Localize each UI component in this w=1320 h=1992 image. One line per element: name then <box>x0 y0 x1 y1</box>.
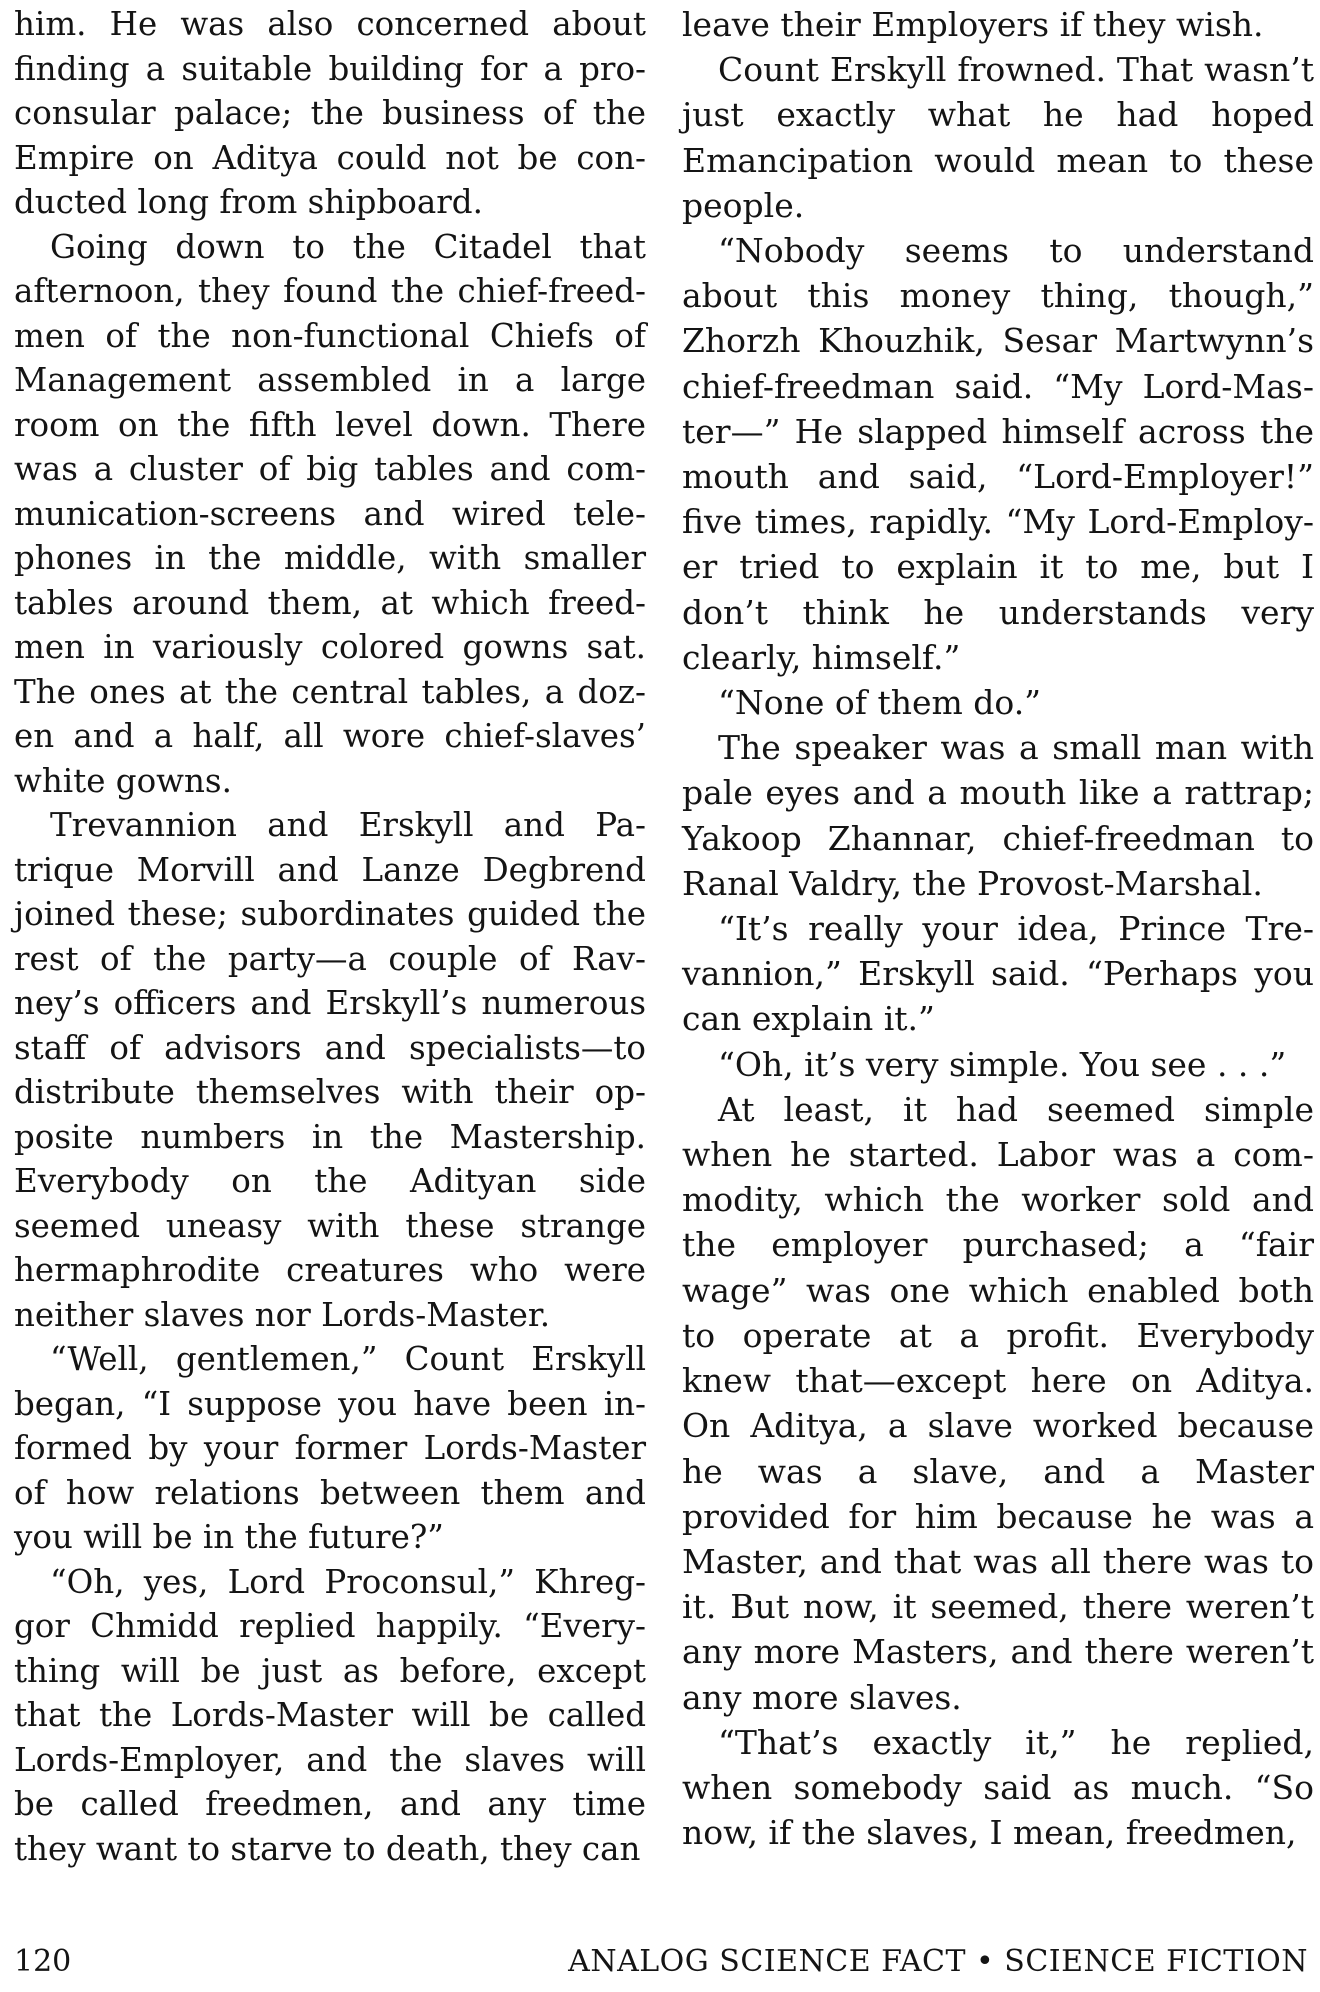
paragraph: leave their Employers if they wish. <box>682 5 1264 44</box>
paragraph: Count Erskyll frowned. That wasn’t just exactly what he had hoped Emancipation would mean to these people. <box>682 50 1314 225</box>
paragraph: The speaker was a small man with pale eyes and a mouth like a rattrap; Yakoop Zhannar, chief-freedman to Ranal Valdry, the Provost-Marshal. <box>682 728 1314 903</box>
running-title: ANALOG SCIENCE FACT • SCIENCE FICTION <box>568 1944 1308 1979</box>
paragraph: Trevannion and Erskyll and Patrique Morvill and Lanze Degbrend joined these; subordinates guided the rest of the party—a couple of Ravney’s officers and Erskyll’s numerous staff of advisors and specialists—to distribute themselves with their opposite numbers in the Mastership. Everybody on the Adityan side seemed uneasy with these strange hermaphrodite creatures who were neither slaves nor Lords-Master. <box>14 806 646 1334</box>
left-column <box>14 2 646 1871</box>
paragraph: “Nobody seems to understand about this money thing, though,” Zhorzh Khouzhik, Sesar Martwynn’s chief-freedman said. “My Lord-Master—” He slapped himself across the mouth and said, “Lord-Employer!” five times, rapidly. “My Lord-Employer tried to explain it to me, but I don’t think he understands very clearly, himself.” <box>682 231 1314 677</box>
page-footer <box>14 1940 1308 1984</box>
page-number: 120 <box>14 1944 72 1979</box>
paragraph: “Well, gentlemen,” Count Erskyll began, “I suppose you have been informed by your former Lords-Master of how relations between them and you will be in the future?” <box>14 1340 646 1556</box>
paragraph: him. He was also concerned about finding a suitable building for a proconsular palace; the business of the Empire on Aditya could not be conducted long from shipboard. <box>14 5 646 221</box>
right-column <box>682 2 1314 1855</box>
paragraph: “None of them do.” <box>718 683 1042 723</box>
paragraph: Going down to the Citadel that afternoon, they found the chief-freedmen of the non-functional Chiefs of Management assembled in a large room on the fifth level down. There was a cluster of big tables and communication-screens and wired telephones in the middle, with smaller tables around them, at which freedmen in variously colored gowns sat. The ones at the central tables, a dozen and a half, all wore chief-slaves’ white gowns. <box>14 227 646 800</box>
paragraph: “That’s exactly it,” he replied, when somebody said as much. “So now, if the slaves, I mean, freedmen, <box>682 1722 1314 1853</box>
paragraph: “Oh, it’s very simple. You see . . .” <box>718 1044 1287 1084</box>
paragraph: “Oh, yes, Lord Proconsul,” Khreggor Chmidd replied happily. “Everything will be just as before, except that the Lords-Master will be called Lords-Employer, and the slaves will be called freedmen, and any time they want to starve to death, they can <box>14 1562 646 1868</box>
paragraph: At least, it had seemed simple when he started. Labor was a commodity, which the worker sold and the employer purchased; a “fair wage” was one which enabled both to operate at a profit. Everybody knew that—except here on Aditya. On Aditya, a slave worked because he was a slave, and a Master provided for him because he was a Master, and that was all there was to it. But now, it seemed, there weren’t any more Masters, and there weren’t any more slaves. <box>682 1089 1314 1717</box>
paragraph: “It’s really your idea, Prince Trevannion,” Erskyll said. “Perhaps you can explain it.” <box>682 909 1314 1039</box>
